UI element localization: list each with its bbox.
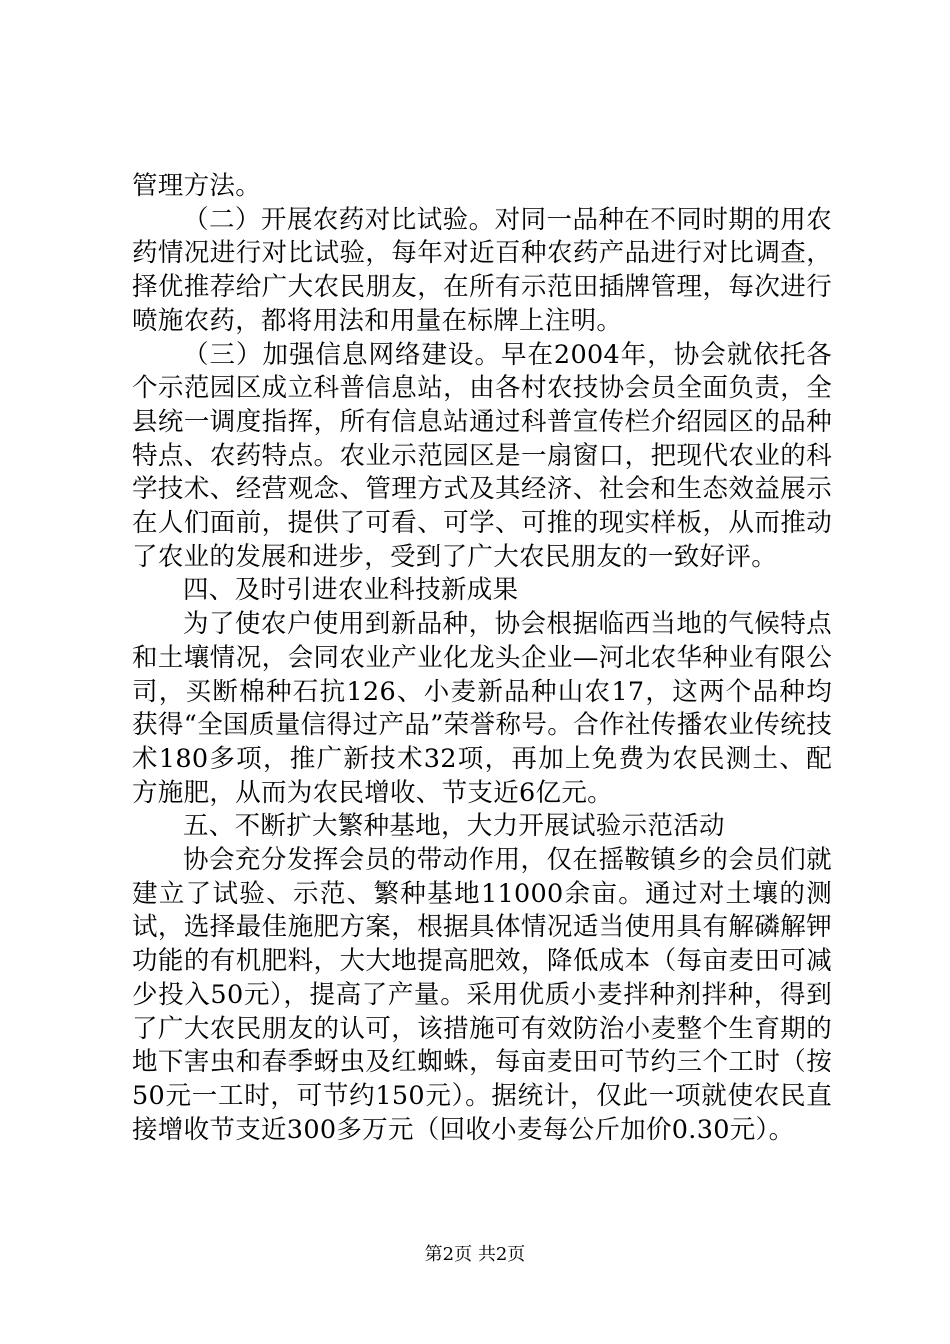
- section-heading-5: 五、不断扩大繁种基地，大力开展试验示范活动: [183, 811, 725, 842]
- section-heading-4: 四、及时引进农业科技新成果: [183, 575, 519, 606]
- page-number-footer: 第2页 共2页: [424, 1244, 526, 1265]
- paragraph-breeding-base: 协会充分发挥会员的带动作用，仅在摇鞍镇乡的会员们就建立了试验、示范、繁种基地11000余亩。通过对土壤的测试，选择最佳施肥方案，根据具体情况适当使用具有解磷解钾功能的有机肥料，大大地提高肥效，降低成本（每亩麦田可减少投入50元），提高了产量。采用优质小麦拌种剂拌种，得到了广大农民朋友的认可，该措施可有效防治小麦整个生育期的地下害虫和春季蚜虫及红蜘蛛，每亩麦田可节约三个工时（按50元一工时，可节约150元）。据统计，仅此一项就使农民直接增收节支近300多万元（回收小麦每公斤加价0.30元）。: [132, 845, 832, 1145]
- paragraph-continuation: 管理方法。: [132, 171, 262, 201]
- paragraph-information-network: （三）加强信息网络建设。早在2004年，协会就依托各个示范园区成立科普信息站，由各村农技协会员全面负责，全县统一调度指挥，所有信息站通过科普宣传栏介绍园区的品种特点、农药特点。农业示范园区是一扇窗口，把现代农业的科学技术、经营观念、管理方式及其经济、社会和生态效益展示在人们面前，提供了可看、可学、可推的现实样板，从而推动了农业的发展和进步，受到了广大农民朋友的一致好评。: [132, 339, 832, 572]
- paragraph-pesticide-trials: （二）开展农药对比试验。对同一品种在不同时期的用农药情况进行对比试验，每年对近百种农药产品进行对比调查，择优推荐给广大农民朋友，在所有示范田插牌管理，每次进行喷施农药，都将用法和用量在标牌上注明。: [132, 204, 832, 336]
- paragraph-new-varieties: 为了使农户使用到新品种，协会根据临西当地的气候特点和土壤情况，会同农业产业化龙头企业—河北农华种业有限公司，买断棉种石抗126、小麦新品种山农17，这两个品种均获得“全国质量信得过产品”荣誉称号。合作社传播农业传统技术180多项，推广新技术32项，再加上免费为农民测土、配方施肥，从而为农民增收、节支近6亿元。: [132, 609, 832, 808]
- document-body: [132, 170, 832, 1147]
